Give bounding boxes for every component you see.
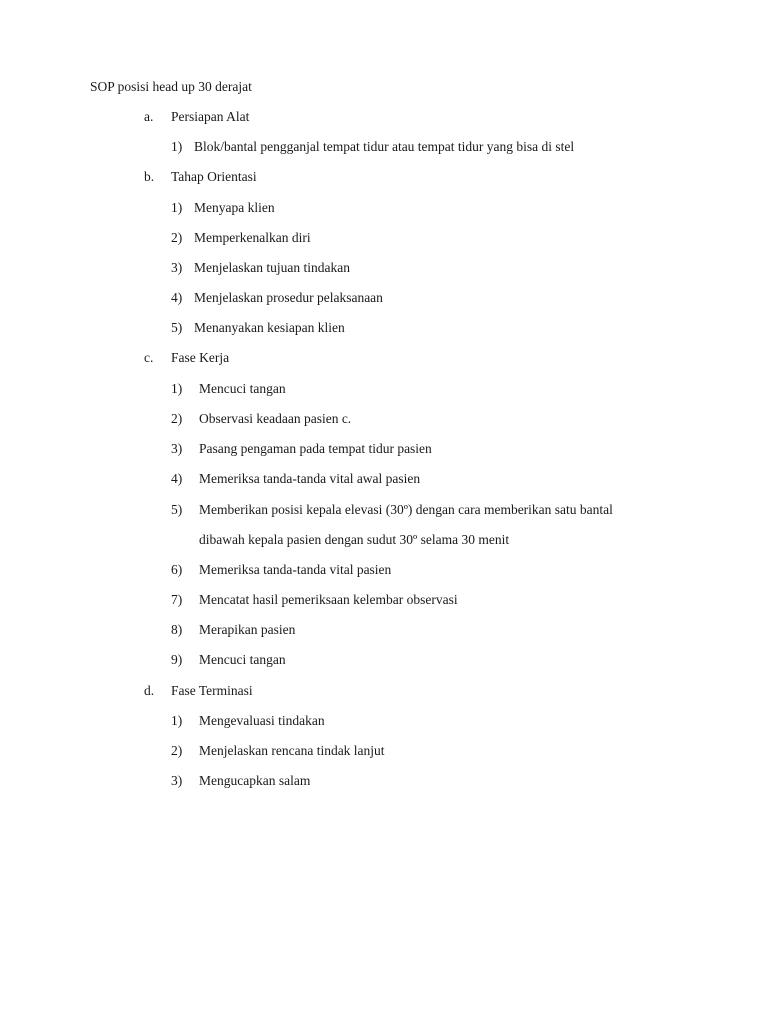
item-number: 1) bbox=[171, 139, 183, 154]
item-text: Blok/bantal pengganjal tempat tidur atau tempat tidur yang bisa di stel bbox=[194, 139, 575, 154]
item-text: Pasang pengaman pada tempat tidur pasien bbox=[199, 441, 432, 456]
item-number: 2) bbox=[171, 230, 183, 245]
section-letter: d. bbox=[144, 683, 155, 698]
item-text: Observasi keadaan pasien c. bbox=[199, 411, 352, 426]
item-number: 3) bbox=[171, 773, 183, 788]
section-letter: a. bbox=[144, 109, 154, 124]
item-number: 9) bbox=[171, 652, 183, 667]
item-number: 3) bbox=[171, 260, 183, 275]
item-number: 7) bbox=[171, 592, 183, 607]
item-number: 1) bbox=[171, 713, 183, 728]
item-number: 3) bbox=[171, 441, 183, 456]
item-number: 5) bbox=[171, 320, 183, 335]
item-text: Mengucapkan salam bbox=[199, 773, 311, 788]
item-text: Mengevaluasi tindakan bbox=[199, 713, 325, 728]
item-number: 8) bbox=[171, 622, 183, 637]
item-number: 1) bbox=[171, 381, 183, 396]
item-number: 6) bbox=[171, 562, 183, 577]
item-text: Mencuci tangan bbox=[199, 652, 286, 667]
item-text: Menjelaskan tujuan tindakan bbox=[194, 260, 350, 275]
document-title: SOP posisi head up 30 derajat bbox=[90, 79, 252, 94]
item-number: 4) bbox=[171, 290, 183, 305]
item-number: 1) bbox=[171, 200, 183, 215]
item-number: 5) bbox=[171, 502, 183, 517]
item-text: Mencatat hasil pemeriksaan kelembar observasi bbox=[199, 592, 458, 607]
item-number: 2) bbox=[171, 743, 183, 758]
section-letter: b. bbox=[144, 169, 155, 184]
item-text: Menjelaskan prosedur pelaksanaan bbox=[194, 290, 383, 305]
section-label: Fase Terminasi bbox=[171, 683, 253, 698]
item-text: Memeriksa tanda-tanda vital awal pasien bbox=[199, 471, 421, 486]
section-label: Tahap Orientasi bbox=[171, 169, 257, 184]
section-label: Persiapan Alat bbox=[171, 109, 250, 124]
section-label: Fase Kerja bbox=[171, 350, 230, 365]
section-letter: c. bbox=[144, 350, 154, 365]
item-text: Memberikan posisi kepala elevasi (30º) dengan cara memberikan satu bantal bbox=[199, 502, 613, 517]
item-number: 4) bbox=[171, 471, 183, 486]
item-number: 2) bbox=[171, 411, 183, 426]
item-text: Mencuci tangan bbox=[199, 381, 286, 396]
item-text: Memeriksa tanda-tanda vital pasien bbox=[199, 562, 392, 577]
item-text: Menjelaskan rencana tindak lanjut bbox=[199, 743, 385, 758]
item-text: Memperkenalkan diri bbox=[194, 230, 311, 245]
item-text: Menanyakan kesiapan klien bbox=[194, 320, 345, 335]
item-text: dibawah kepala pasien dengan sudut 30º selama 30 menit bbox=[199, 532, 510, 547]
item-text: Merapikan pasien bbox=[199, 622, 296, 637]
item-text: Menyapa klien bbox=[194, 200, 275, 215]
